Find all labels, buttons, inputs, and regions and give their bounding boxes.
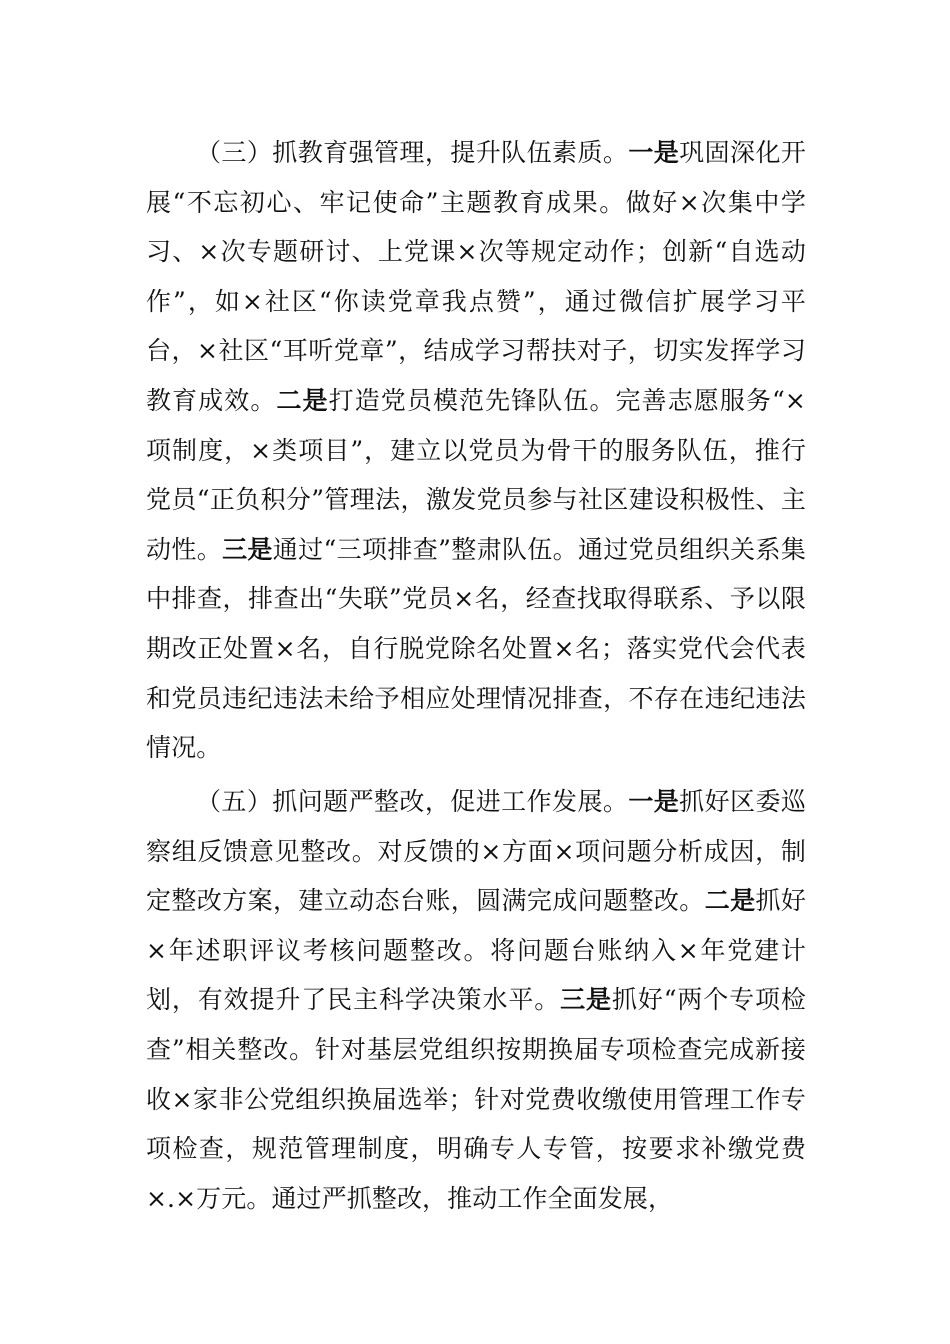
bold-marker: 三是 xyxy=(560,985,612,1015)
paragraph-heading: （三）抓教育强管理，提升队伍素质。 xyxy=(196,138,629,167)
paragraph-text: 打造党员模范先锋队伍。完善志愿服务“×项制度，×类项目”，建立以党员为骨干的服务队伍，推行党员“正负积分”管理法，激发党员参与社区建设积极性、主动性。 xyxy=(146,385,806,564)
paragraph-text: 通过“三项排查”整肃队伍。通过党员组织关系集中排查，排查出“失联”党员×名，经查找取得联系、予以限期改正处置×名，自行脱党除名处置×名；落实党代会代表和党员违纪违法未给予相应处理情况排查，不存在违纪违法情况。 xyxy=(146,534,806,763)
bold-marker: 一是 xyxy=(628,787,680,816)
bold-marker: 三是 xyxy=(222,534,273,564)
paragraph-heading: （五）抓问题严整改，促进工作发展。 xyxy=(196,787,629,816)
bold-marker: 一是 xyxy=(628,138,680,167)
paragraph-text: 抓好“两个专项检查”相关整改。针对基层党组织按期换届专项检查完成新接收×家非公党组织换届选举；针对党费收缴使用管理工作专项检查，规范管理制度，明确专人专管，按要求补缴党费×.×万元。通过严抓整改，推动工作全面发展， xyxy=(146,985,807,1213)
bold-marker: 二是 xyxy=(276,385,329,415)
paragraph-text: 抓好区委巡察组反馈意见整改。对反馈的×方面×项问题分析成因，制定整改方案，建立动态台账，圆满完成问题整改。 xyxy=(146,787,806,916)
paragraph-education-management xyxy=(146,128,806,773)
paragraph-problem-rectification xyxy=(146,777,806,1223)
paragraph-text: 抓好×年述职评议考核问题整改。将问题台账纳入×年党建计划，有效提升了民主科学决策水平。 xyxy=(146,886,807,1015)
bold-marker: 二是 xyxy=(704,886,756,916)
paragraph-text: 巩固深化开展“不忘初心、牢记使命”主题教育成果。做好×次集中学习、×次专题研讨、上党课×次等规定动作；创新“自选动作”，如×社区“你读党章我点赞”，通过微信扩展学习平台，×社区“耳听党章”，结成学习帮扶对子，切实发挥学习教育成效。 xyxy=(146,138,806,415)
